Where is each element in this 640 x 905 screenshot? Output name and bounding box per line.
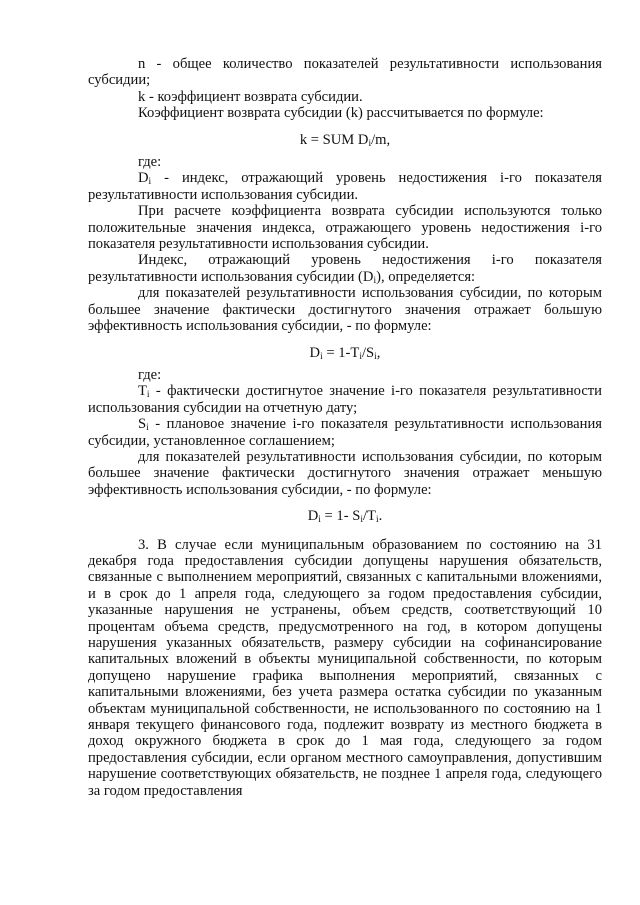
ti-definition: $T_i$ - фактически достигнутое значение i-го показателя результативности использования субсидии на отчетную дату; <box>88 383 602 416</box>
k-definition: k - коэффициент возврата субсидии. <box>138 88 363 105</box>
item-3-paragraph: 3. В случае если муниципальным образованием по состоянию на 31 декабря года предоставления субсидии допущены нарушения обязательств, связанные с выполнением мероприятий, связанных с капитальными вложениями, и в срок до 1 апреля года, следующего за годом предоставления субсидии, указанные нарушения не устранены, объем средств, соответствующий 10 процентам объема средств, предусмотренного на год, в котором допущены нарушения указанных обязательств, размеру субсидии на софинансирование капитальных вложений в объекты муниципальной собственности, по которым допущено нарушение графика выполнения мероприятий, связанных с капитальными вложениями, без учета размера остатка субсидии по указанным объектам муниципальной собственности, не использованного по состоянию на 1 января текущего финансового года, подлежит возврату из местного бюджета в доход окружного бюджета в срок до 1 мая года, следующего за годом предоставления субсидии, если органом местного самоуправления, допустившим нарушение соответствующих обязательств, не позднее 1 апреля года, следующего за годом предоставления <box>88 536 602 799</box>
n-definition: n - общее количество показателей результативности использования субсидии; <box>88 56 602 89</box>
formula-di-1: $D_i = 1-T_i/S_i$, <box>309 344 381 362</box>
case-greater-is-better: для показателей результативности использования субсидии, по которым большее значение фактически достигнутого значения отражает большую эффективность использования субсидии, - по формуле: <box>88 285 602 335</box>
document-page <box>88 56 602 799</box>
di-definition: $D_i$ - индекс, отражающий уровень недостижения i-го показателя результативности использования субсидии. <box>88 170 602 203</box>
where-label: где: <box>138 154 162 171</box>
where-label-2: где: <box>138 366 162 383</box>
si-definition: $S_i$ - плановое значение i-го показателя результативности использования субсидии, установленное соглашением; <box>88 416 602 449</box>
index-definition: Индекс, отражающий уровень недостижения i-го показателя результативности использования субсидии $(D_i)$, определяется: <box>88 252 602 286</box>
formula-di-2: $D_i = 1-$ $S_i/T_i$. <box>307 508 383 526</box>
formula-k: k = SUM $D_i/m$, <box>299 131 391 149</box>
case-greater-is-worse: для показателей результативности использования субсидии, по которым большее значение фактически достигнутого значения отражает меньшую эффективность использования субсидии, - по формуле: <box>88 448 602 498</box>
positive-values-note: При расчете коэффициента возврата субсидии используются только положительные значения индекса, отражающего уровень недостижения i-го показателя результативности использования субсидии. <box>88 203 602 253</box>
k-calculation-intro: Коэффициент возврата субсидии (k) рассчитывается по формуле: <box>138 105 544 122</box>
